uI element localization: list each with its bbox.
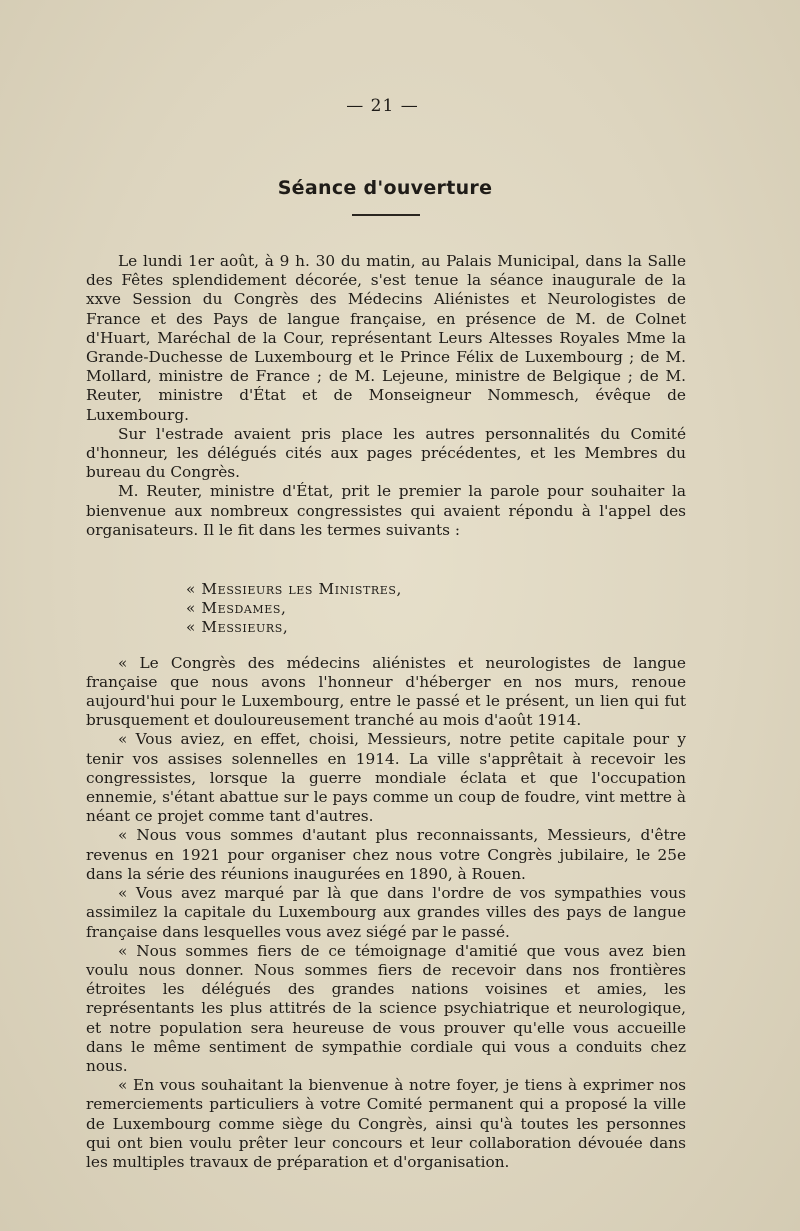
- salutation-line: « Mesdames,: [186, 599, 287, 618]
- section-title: Séance d'ouverture: [277, 177, 493, 199]
- speech-paragraph: « Vous aviez, en effet, choisi, Messieurs, notre petite capitale pour y tenir vos assises solennelles en 1914. La ville s'apprêtait à recevoir les congressistes, lorsque la guerre mondiale éclata et que l'occupation ennemie, s'étant abattue sur le pays comme un coup de foudre, vint mettre à néant ce projet comme tant d'autres.: [86, 730, 686, 826]
- speech-paragraph: « Nous sommes fiers de ce témoignage d'amitié que vous avez bien voulu nous donner. Nous sommes fiers de recevoir dans nos frontières étroites les délégués des grandes nations voisines et amies, les représentants les plus attitrés de la science psychiatrique et neurologique, et notre population sera heureuse de vous prouver qu'elle vous accueille dans le même sentiment de sympathie cordiale qui vous a conduits chez nous.: [86, 941, 686, 1075]
- title-divider: [352, 214, 420, 216]
- page-number: — 21 —: [346, 96, 419, 116]
- body-text: [86, 252, 686, 1172]
- speech-paragraph: « Nous vous sommes d'autant plus reconnaissants, Messieurs, d'être revenus en 1921 pour organiser chez nous votre Congrès jubilaire, le 25e dans la série des réunions inaugurées en 1890, à Rouen.: [86, 826, 686, 883]
- speech-section: [86, 654, 686, 1172]
- speech-paragraph: « En vous souhaitant la bienvenue à notre foyer, je tiens à exprimer nos remerciements particuliers à votre Comité permanent qui a proposé la ville de Luxembourg comme siège du Congrès, ainsi qu'à toutes les personnes qui ont bien voulu prêter leur concours et leur collaboration dévouée dans les multiples travaux de préparation et d'organisation.: [86, 1076, 686, 1171]
- intro-paragraph: Le lundi 1er août, à 9 h. 30 du matin, au Palais Municipal, dans la Salle des Fêtes splendidement décorée, s'est tenue la séance inaugurale de la xxve Session du Congrès des Médecins Aliénistes et Neurologistes de France et des Pays de langue française, en présence de M. de Colnet d'Huart, Maréchal de la Cour, représentant Leurs Altesses Royales Mme la Grande-Duchesse de Luxembourg et le Prince Félix de Luxembourg ; de M. Mollard, ministre de France ; de M. Lejeune, ministre de Belgique ; de M. Reuter, ministre d'État et de Monseigneur Nommesch, évêque de Luxembourg.: [86, 252, 686, 424]
- salutation-line: « Messieurs les Ministres,: [186, 580, 403, 599]
- salutations: [86, 580, 686, 638]
- intro-paragraph: Sur l'estrade avaient pris place les autres personnalités du Comité d'honneur, les délégués cités aux pages précédentes, et les Membres du bureau du Congrès.: [86, 424, 686, 482]
- speech-paragraph: « Vous avez marqué par là que dans l'ordre de vos sympathies vous assimilez la capitale du Luxembourg aux grandes villes des pays de langue française dans lesquelles vous avez siégé par le passé.: [86, 884, 686, 941]
- speech-paragraph: « Le Congrès des médecins aliénistes et neurologistes de langue française que nous avons l'honneur d'héberger en nos murs, renoue aujourd'hui pour le Luxembourg, entre le passé et le présent, un lien qui fut brusquement et douloureusement tranché au mois d'août 1914.: [86, 653, 686, 730]
- salutation-line: « Messieurs,: [186, 618, 289, 637]
- intro-section: [86, 252, 686, 540]
- intro-paragraph: M. Reuter, ministre d'État, prit le premier la parole pour souhaiter la bienvenue aux nombreux congressistes qui avaient répondu à l'appel des organisateurs. Il le fit dans les termes suivants :: [86, 482, 686, 539]
